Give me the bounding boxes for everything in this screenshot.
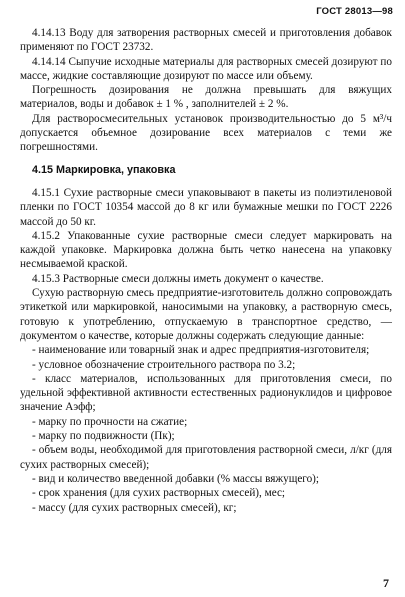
list-item: - марку по подвижности (Пк); [32,430,175,443]
paragraph-volume-dosing: Для растворосмесительных установок производительностью до 5 м³/ч допускается объемное дозирование всех материалов с теми же погрешностями. [20,112,392,154]
section-title: 4.15 Маркировка, упаковка [32,163,176,176]
list-item: - объем воды, необходимой для приготовления растворной смеси, л/кг (для сухих растворных смесей); [20,444,392,471]
paragraph-4-15-2: 4.15.2 Упакованные сухие растворные смеси следует маркировать на каждой упаковке. Маркировка должна быть четко нанесена на упаковку несмываемой краской. [20,229,392,271]
document-code-header: ГОСТ 28013—98 [316,6,393,17]
paragraph-4-14-14: 4.14.14 Сыпучие исходные материалы для растворных смесей дозируют по массе, жидкие составляющие дозируют по массе или объему. [20,55,392,82]
paragraph-4-15-1: 4.15.1 Сухие растворные смеси упаковывают в пакеты из полиэтиленовой пленки по ГОСТ 10354 массой до 8 кг или бумажные мешки по ГОСТ 2226 массой до 50 кг. [20,186,392,228]
paragraph-4-15-3: 4.15.3 Растворные смеси должны иметь документ о качестве. [32,272,324,285]
list-item: - срок хранения (для сухих растворных смесей), мес; [32,487,286,500]
list-item: - наименование или товарный знак и адрес предприятия-изготовителя; [32,344,370,357]
paragraph-accompanying-docs: Сухую растворную смесь предприятие-изготовитель должно сопровождать этикеткой или маркировкой, наносимыми на упаковку, а растворную смесь, готовую к употреблению, отпускаемую в транспортное средство, — документом о качестве, которые должны содержать следующие данные: [20,287,392,342]
list-item: - вид и количество введенной добавки (% массы вяжущего); [32,472,320,485]
list-item: - класс материалов, использованных для приготовления смеси, по удельной эффективной активности естественных радионуклидов и цифровое значение Аэфф; [20,372,392,414]
list-item: - условное обозначение строительного раствора по 3.2; [32,358,296,371]
list-item: - массу (для сухих растворных смесей), кг; [32,501,237,514]
list-item: - марку по прочности на сжатие; [32,415,188,428]
paragraph-dosing-tolerance: Погрешность дозирования не должна превышать для вяжущих материалов, воды и добавок ± 1 % , заполнителей ± 2 %. [20,84,392,111]
paragraph-4-14-13: 4.14.13 Воду для затворения растворных смесей и приготовления добавок применяют по ГОСТ 23732. [20,27,392,54]
page-body [20,26,392,515]
page-number: 7 [383,576,389,590]
